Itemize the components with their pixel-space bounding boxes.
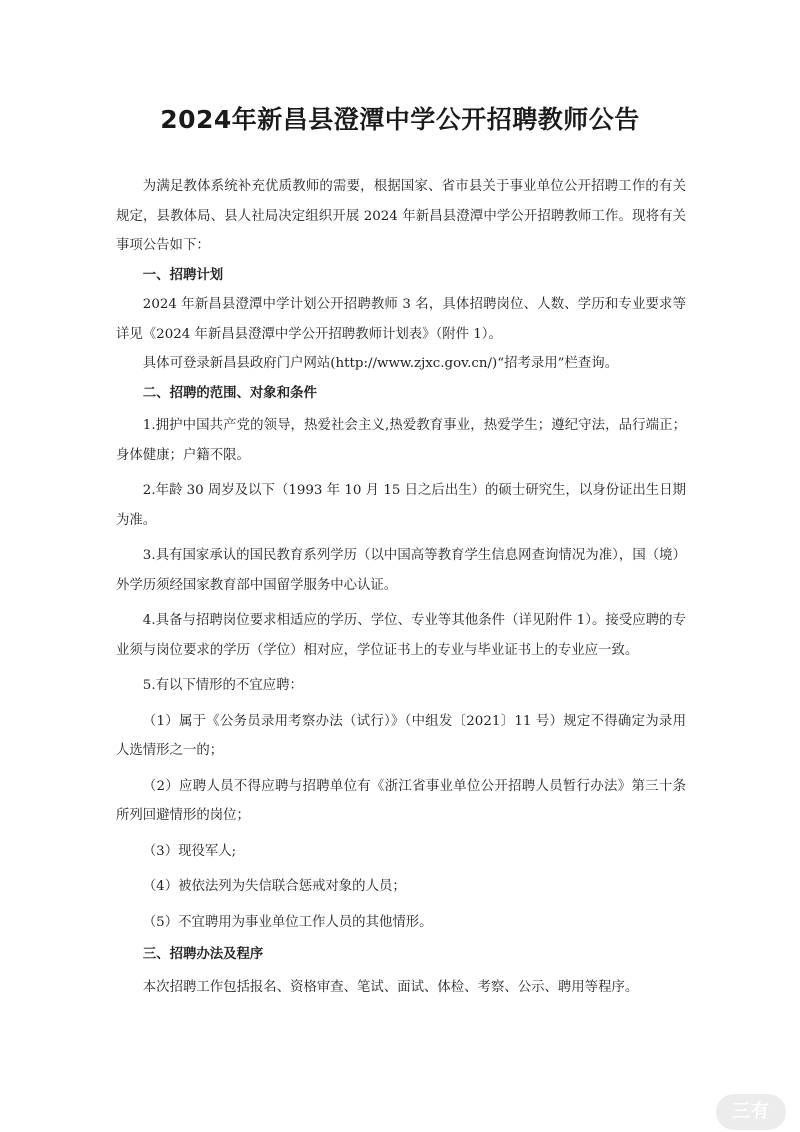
exclusion-item-4: （4）被依法列为失信联合惩戒对象的人员； bbox=[142, 879, 406, 894]
watermark-badge: 三有 bbox=[716, 1094, 786, 1130]
exclusion-item-1: （1）属于《公务员录用考察办法（试行）》（中组发〔2021〕11 号）规定不得确定为录用人选情形之一的； bbox=[116, 713, 686, 758]
section-heading-scope: 二、招聘的范围、对象和条件 bbox=[142, 385, 317, 401]
document-body bbox=[116, 172, 686, 1002]
condition-item-1: 1.拥护中国共产党的领导，热爱社会主义,热爱教育事业，热爱学生；遵纪守法，品行端正；身体健康；户籍不限。 bbox=[116, 418, 686, 463]
document-title: 2024年新昌县澄潭中学公开招聘教师公告 bbox=[160, 105, 640, 134]
condition-item-3: 3.具有国家承认的国民教育系列学历（以中国高等教育学生信息网查询情况为准），国（境）外学历须经国家教育部中国留学服务中心认证。 bbox=[116, 548, 686, 593]
website-paragraph: 具体可登录新昌县政府门户网站(http://www.zjxc.gov.cn/)“招考录用”栏查询。 bbox=[142, 356, 619, 371]
plan-paragraph: 2024 年新昌县澄潭中学计划公开招聘教师 3 名，具体招聘岗位、人数、学历和专业要求等详见《2024 年新昌县澄潭中学公开招聘教师计划表》（附件 1）。 bbox=[116, 297, 686, 342]
section-heading-plan: 一、招聘计划 bbox=[142, 267, 224, 283]
exclusion-item-5: （5）不宜聘用为事业单位工作人员的其他情形。 bbox=[142, 914, 433, 930]
condition-item-2: 2.年龄 30 周岁及以下（1993 年 10 月 15 日之后出生）的硕士研究生，以身份证出生日期为准。 bbox=[116, 483, 686, 528]
exclusion-item-2: （2）应聘人员不得应聘与招聘单位有《浙江省事业单位公开招聘人员暂行办法》第三十条所列回避情形的岗位； bbox=[116, 778, 686, 823]
intro-paragraph: 为满足教体系统补充优质教师的需要，根据国家、省市县关于事业单位公开招聘工作的有关规定，县教体局、县人社局决定组织开展 2024 年新昌县澄潭中学公开招聘教师工作。现将有关事项公告如下： bbox=[116, 179, 686, 253]
section-heading-procedure: 三、招聘办法及程序 bbox=[142, 947, 264, 962]
procedure-paragraph: 本次招聘工作包括报名、资格审查、笔试、面试、体检、考察、公示、聘用等程序。 bbox=[142, 979, 639, 995]
exclusion-item-3: （3）现役军人; bbox=[142, 843, 237, 859]
condition-item-5: 5.有以下情形的不宜应聘： bbox=[142, 678, 303, 693]
condition-item-4: 4.具备与招聘岗位要求相适应的学历、学位、专业等其他条件（详见附件 1）。接受应聘的专业须与岗位要求的学历（学位）相对应，学位证书上的专业与毕业证书上的专业应一致。 bbox=[116, 613, 686, 658]
